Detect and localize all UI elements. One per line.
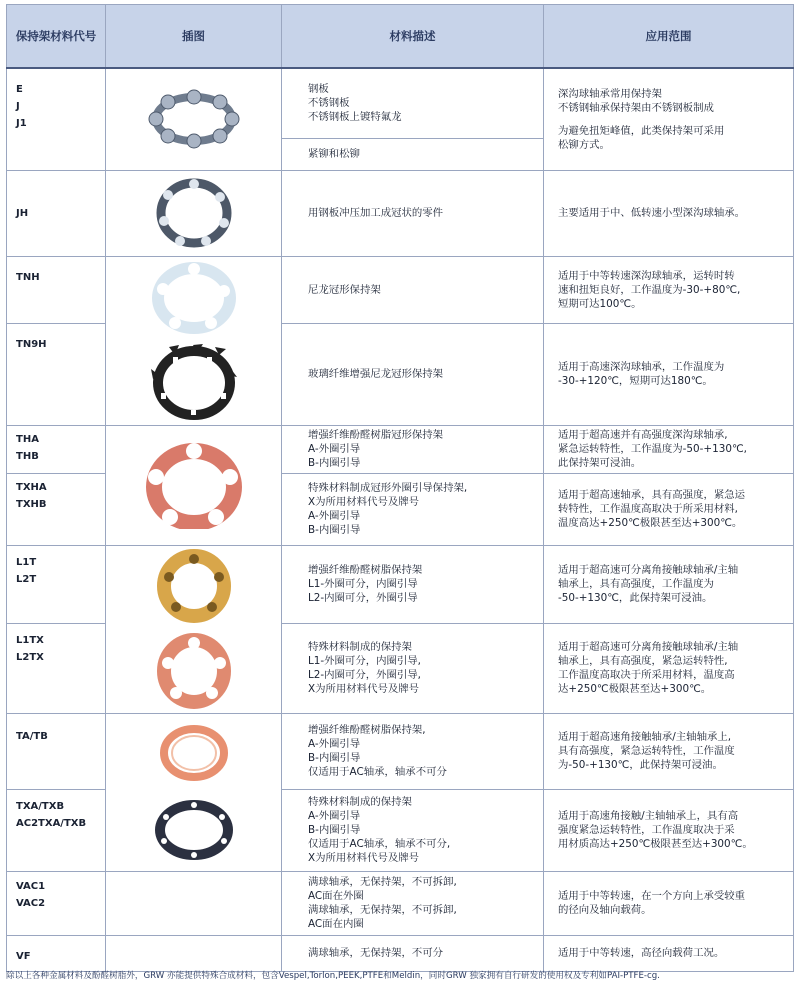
steel-crown-cage-image [154,175,234,251]
application-text: 温度高达+250℃极限甚至达+300℃。 [558,517,743,529]
application-cell [544,623,794,713]
navy-ring-cage-image [154,799,234,861]
special-material-window-cage-image [156,633,232,709]
illustration-cell [106,713,282,871]
application-text: 的径向及轴向载荷。 [558,904,652,916]
description-cell [282,138,544,170]
code-text: J [16,101,20,112]
phenolic-ring-cage-image [158,723,230,783]
description-text: L2-内圈可分，外圈引导, [308,669,421,681]
description-text: B-内圈引导 [308,457,361,469]
description-text: L1-外圈可分，内圈引导, [308,655,421,667]
code-text: TXHA [16,481,47,493]
table-row [7,935,794,971]
description-text: 不锈钢板上镀特氟龙 [308,111,402,124]
application-text: 松铆方式。 [558,138,610,151]
code-cell [7,871,106,935]
application-cell [544,935,794,971]
description-cell [282,68,544,138]
code-cell [7,623,106,713]
code-cell [7,425,106,473]
code-text: L1TX [16,634,44,646]
code-cell [7,256,106,323]
description-text: A-外圈引导 [308,738,361,750]
illustration-cell [106,68,282,170]
application-text: 用材质高达+250℃极限甚至达+300℃。 [558,838,753,850]
application-text: 此保持架可浸油。 [558,457,642,469]
application-text: 为避免扭矩峰值，此类保持架可采用 [558,124,725,137]
description-text: 仅适用于AC轴承，轴承不可分 [308,766,447,778]
application-cell [544,170,794,256]
application-cell [544,425,794,473]
code-text: THB [16,450,39,462]
code-cell [7,935,106,971]
application-cell [544,256,794,323]
application-text: 轴承上，具有高强度，紧急运转特性, [558,655,728,667]
code-text: L2T [16,573,37,585]
illustration-cell [106,170,282,256]
application-text: 适用于超高速角接触轴承/主轴轴承上, [558,731,732,743]
application-text: 达+250℃极限甚至达+300℃。 [558,683,712,695]
code-text: JH [16,207,29,219]
description-text: 满球轴承，无保持架，不可分 [308,947,444,959]
application-text: -50-+130℃，此保持架可浸油。 [558,592,713,604]
description-text: X为所用材料代号及牌号 [308,852,420,864]
application-text: 为-50-+130℃，此保持架可浸油。 [558,759,723,771]
code-text: VAC2 [16,897,46,909]
description-text: 满球轴承，无保持架，不可拆卸, [308,876,457,888]
application-text: 深沟球轴承常用保持架 [558,87,662,100]
code-cell [7,545,106,623]
code-text: TNH [16,271,40,283]
code-text: TN9H [16,338,47,350]
description-text: 仅适用于AC轴承，轴承不可分, [308,838,451,850]
application-text: 适用于高速深沟球轴承，工作温度为 [558,361,725,373]
description-text: A-外圈引导 [308,443,361,455]
application-text: 短期可达100℃。 [558,297,642,310]
description-text: 钢板 [308,83,329,96]
description-cell [282,170,544,256]
application-text: 适用于中等转速，在一个方向上承受较重 [558,890,746,902]
header-code: 保持架材料代号 [7,5,106,69]
application-text: 适用于中等转速深沟球轴承，运转时转 [558,269,735,282]
illustration-cell [106,871,282,935]
description-cell [282,473,544,545]
application-cell [544,789,794,871]
brass-window-cage-image [156,549,232,623]
application-text: 主要适用于中、低转速小型深沟球轴承。 [558,207,746,219]
description-cell [282,789,544,871]
code-text: VAC1 [16,880,46,892]
code-text: J1 [16,118,27,129]
nylon-crown-cage-image [149,261,239,335]
description-text: 增强纤维酚醛树脂保持架 [308,564,423,576]
cage-material-table [6,4,794,972]
code-cell [7,713,106,789]
application-cell [544,473,794,545]
application-text: 适用于超高速可分离角接触球轴承/主轴 [558,641,739,653]
header-illustration: 插图 [106,5,282,69]
description-text: 特殊材料制成的保持架 [308,641,412,653]
table-row [7,871,794,935]
footer-note: 除以上各种金属材料及酚醛树脂外，GRW 亦能提供特殊合成材料，包含Vespel,Torlon,PEEK,PTFE和Meldin，同时GRW 独家拥有自行研发的使用权及专利如PAI-PTFE-cg. [6,971,660,981]
application-cell [544,545,794,623]
code-text: TXA/TXB [16,800,65,812]
description-text: 用钢板冲压加工成冠状的零件 [308,207,444,219]
description-text: 特殊材料制成冠形外圈引导保持架, [308,482,468,494]
phenolic-crown-cage-image [144,441,244,529]
table-row [7,425,794,473]
description-cell [282,713,544,789]
description-cell [282,425,544,473]
code-text: TA/TB [16,730,48,742]
description-text: AC面在外圈 [308,890,364,902]
table-row [7,713,794,789]
application-text: 不锈钢轴承保持架由不锈钢板制成 [558,101,714,114]
cage-material-table-wrap [6,4,793,972]
application-text: 紧急运转特性，工作温度为-50-+130℃, [558,443,747,455]
description-text: A-外圈引导 [308,510,361,522]
code-text: L2TX [16,651,44,663]
description-text: L1-外圈可分，内圈引导 [308,578,418,590]
code-text: E [16,84,23,95]
header-row [7,5,794,69]
application-cell [544,871,794,935]
description-text: 增强纤维酚醛树脂冠形保持架 [308,429,444,441]
application-text: -30-+120℃，短期可达180℃。 [558,375,713,387]
table-row [7,170,794,256]
application-text: 具有高强度，紧急运转特性，工作温度 [558,745,735,757]
illustration-cell [106,425,282,545]
description-text: B-内圈引导 [308,524,361,536]
application-text: 适用于超高速并有高强度深沟球轴承, [558,429,728,441]
code-cell [7,789,106,871]
description-cell [282,256,544,323]
header-application: 应用范围 [544,5,794,69]
code-text: L1T [16,556,37,568]
description-text: X为所用材料代号及牌号 [308,683,420,695]
description-text: 尼龙冠形保持架 [308,283,381,296]
application-text: 速和扭矩良好，工作温度为-30-+80℃, [558,283,741,296]
code-text: VF [16,950,31,962]
code-text: THA [16,433,39,445]
description-text: X为所用材料代号及牌号 [308,496,420,508]
description-text: 特殊材料制成的保持架 [308,796,412,808]
application-text: 转特性，工作温度高取决于所采用材料, [558,503,738,515]
code-cell [7,473,106,545]
application-text: 适用于中等转速，高径向载荷工况。 [558,947,725,959]
description-cell [282,623,544,713]
description-text: A-外圈引导 [308,810,361,822]
application-text: 适用于超高速可分离角接触球轴承/主轴 [558,564,739,576]
description-text: B-内圈引导 [308,824,361,836]
description-cell [282,323,544,425]
illustration-cell [106,935,282,971]
code-cell [7,170,106,256]
table-row [7,256,794,323]
code-cell [7,68,106,170]
application-cell [544,68,794,170]
description-text: B-内圈引导 [308,752,361,764]
description-cell [282,935,544,971]
illustration-cell [106,256,282,425]
application-text: 工作温度高取决于所采用材料，温度高 [558,669,735,681]
description-text: AC面在内圈 [308,918,364,930]
description-text: 紧铆和松铆 [308,148,360,160]
code-text: TXHB [16,498,47,510]
table-row [7,68,794,138]
code-cell [7,323,106,425]
description-text: 增强纤维酚醛树脂保持架, [308,724,426,736]
code-text: AC2TXA/TXB [16,817,87,829]
description-text: 玻璃纤维增强尼龙冠形保持架 [308,368,444,380]
description-text: 满球轴承，无保持架，不可拆卸, [308,904,457,916]
description-cell [282,545,544,623]
description-cell [282,871,544,935]
application-text: 强度紧急运转特性，工作温度取决于采 [558,824,735,836]
application-cell [544,713,794,789]
application-text: 适用于超高速轴承，具有高强度，紧急运 [558,489,746,501]
glass-fiber-nylon-cage-image [149,343,239,421]
description-text: L2-内圈可分，外圈引导 [308,592,418,604]
description-text: 不锈钢板 [308,97,350,110]
illustration-cell [106,545,282,713]
table-row [7,545,794,623]
application-text: 轴承上，具有高强度，工作温度为 [558,578,714,590]
application-cell [544,323,794,425]
steel-ball-cage-image [148,87,240,151]
application-text: 适用于高速角接触/主轴轴承上，具有高 [558,810,739,822]
header-description: 材料描述 [282,5,544,69]
